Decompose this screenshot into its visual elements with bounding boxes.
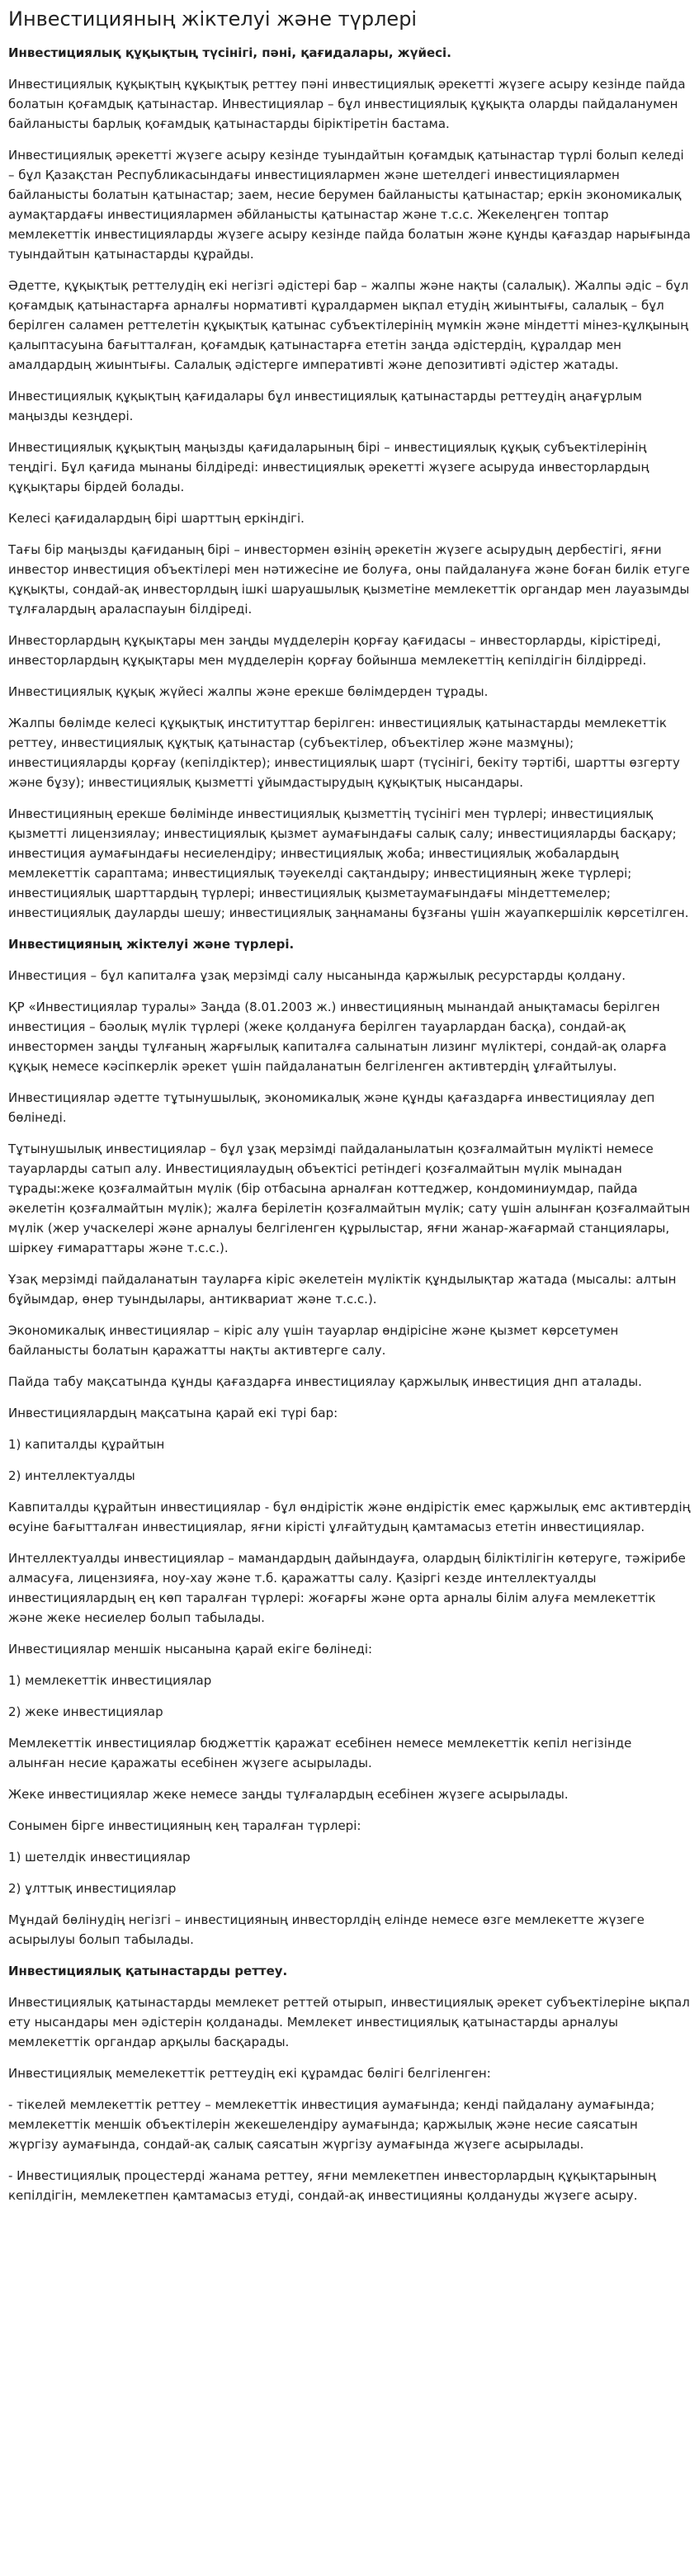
paragraph-block — [8, 1671, 691, 1690]
paragraph-text: Инвестициялық мемелекеттік реттеудің екі құрамдас бөлігі белгіленген: — [8, 2066, 491, 2081]
paragraph-text: Инвестиция – бұл капиталға ұзақ мерзімді салу нысанында қаржылық ресурстарды қолдану. — [8, 968, 626, 983]
paragraph-block — [8, 1548, 691, 1628]
section-heading-text: Инвестицияның жіктелуі және түрлері. — [8, 937, 295, 952]
paragraph-block — [8, 2166, 691, 2205]
paragraph-block — [8, 1639, 691, 1659]
paragraph-text: 1) капиталды құрайтын — [8, 1437, 165, 1452]
paragraph-text: Инвестициялық құқықтың құқықтық реттеу пәні инвестициялық әрекетті жүзеге асыру кезінде пайда болатын қоғамдық қатынастар. Инвестициялар – бұл инвестициялық құқықта оларды пайдаланумен байланысты барлық қоғамдық қатынастарды біріктіретін бастама. — [8, 77, 686, 131]
document-body — [8, 43, 691, 2205]
paragraph-block — [8, 437, 691, 497]
paragraph-text: Инвестициялық құқықтың қағидалары бұл инвестициялық қатынастарды реттеудің аңағұрлым маңызды кезңдері. — [8, 389, 642, 423]
paragraph-text: Инвестициялық құқық жүйесі жалпы және ерекше бөлімдерден тұрады. — [8, 684, 489, 699]
paragraph-text: Экономикалық инвестициялар – кіріс алу үшін тауарлар өндірісіне және қызмет көрсетумен байланысты болатын қаражатты нақты активтерге салу. — [8, 1323, 619, 1358]
paragraph-text: ҚР «Инвестициялар туралы» Заңда (8.01.2003 ж.) инвестицияның мынандай анықтамасы берілген инвестиция – бәолық мүлік түрлері (жеке қолдануға берілген тауарлардан басқа), сондай-ақ инвестормен заңды тұлғаның жарғылық капиталға салынатын лизинг мүліктері, сондай-ақ оларға құқық немесе кәсіпкерлік әрекет үшін пайдаланатын белгіленген активтердің ұлғайтылуы. — [8, 1000, 667, 1074]
paragraph-block — [8, 1088, 691, 1127]
paragraph-text: Кавпиталды құрайтын инвестициялар - бұл өндірістік және өндірістік емес қаржылық емс активтердің өсуіне бағытталған инвестициялар, яғни кірісті ұлғайтудың қамтамасыз ететін инвестициялар. — [8, 1500, 691, 1534]
paragraph-block — [8, 2095, 691, 2154]
paragraph-block — [8, 74, 691, 134]
paragraph-text: 2) жеке инвестициялар — [8, 1704, 163, 1719]
paragraph-text: Инвестициялық әрекетті жүзеге асыру кезінде туындайтын қоғамдық қатынастар түрлі болып келеді – бұл Қазақстан Республикасындағы инвестициялармен және шетелдегі инвестициялармен байланысты болатын қатынастар; заем, несие берумен байланысты қатынастар; еркін экономикалық аумақтардағы инвестициялармен әбйланысты қатынастар және т.с.с. Жекелеңген топтар мемлекеттік инвестицияларды жүзеге асыру кезінде пайда болатын және құнды қағаздар нарығында туындайтын қатынастарды құрайды. — [8, 148, 691, 262]
paragraph-block — [8, 1702, 691, 1722]
paragraph-text: Сонымен бірге инвестицияның кең таралған түрлері: — [8, 1818, 361, 1833]
paragraph-text: Мұндай бөлінудің негізгі – инвестицияның инвесторлдің елінде немесе өзге мемлекетте жүзеге асырылуы болып табылады. — [8, 1912, 645, 1947]
paragraph-text: - тікелей мемлекеттік реттеу – мемлекеттік инвестиция аумағында; кенді пайдалану аумағында; мемлекеттік меншік объектілерін жекешелендіру аумағында; қаржылық және несие саясатын жүргізу аумағында, сондай-ақ салық саясатын жүргізу аумағында жүзеге асырылады. — [8, 2097, 655, 2152]
paragraph-text: Инвестицияның ерекше бөлімінде инвестициялық қызметтің түсінігі мен түрлері; инвестициялық қызметті лицензиялау; инвестициялық қызмет аумағындағы салық салу; инвестицияларды басқару; инвестиция аумағындағы несиелендіру; инвестициялық жоба; инвестициялық жобалардың мемлекеттік сараптама; инвестициялық тәуекелді сақтандыру; инвестицияның жеке түрлері; инвестициялық шарттардың түрлері; инвестициялық қызметаумағындағы міндеттемелер; инвестициялық дауларды шешу; инвестициялық заңнаманы бұзғаны үшін жауапкершілік көрсетілген. — [8, 806, 689, 920]
paragraph-text: Әдетте, құқықтық реттелудің екі негізгі әдістері бар – жалпы және нақты (салалық). Жалпы әдіс – бұл қоғамдық қатынастарға арналғы нормативті құралдармен ықпал етудің жиынтығы, салалық – бұл берілген саламен реттелетін құқықтық қатынас субъектілерінің мүмкін және міндетті мінез-құлқының қалыптасуына бағытталған, қоғамдық қатынастарға ететін заңда әдістердің, құралдар мен амалдардың жиынтығы. Салалық әдістерге императивті және депозитивті әдістер жатады. — [8, 278, 689, 372]
paragraph-text: Жалпы бөлімде келесі құқықтық институттар берілген: инвестициялық қатынастарды мемлекеттік реттеу, инвестициялық құқтық қатынастар (субъектілер, объектілер және мазмұны); инвестицияларды қорғау (кепілдіктер); инвестициялық шарт (түсінігі, бекіту тәртібі, шартты өзгерту және бұзу); инвестициялық қызметті ұйымдастырудың құқықтық нысандары. — [8, 716, 680, 790]
paragraph-text: Инвестициялық құқықтың маңызды қағидаларының бірі – инвестициялық құқық субъектілерінің теңдігі. Бұл қағида мынаны білдіреді: инвестициялық әрекетті жүзеге асыруда инвесторлардың құқықтары бірдей болады. — [8, 440, 649, 494]
section-heading — [8, 43, 691, 63]
paragraph-text: Келесі қағидалардың бірі шарттың еркіндігі. — [8, 511, 305, 526]
paragraph-block — [8, 1269, 691, 1309]
paragraph-text: Жеке инвестициялар жеке немесе заңды тұлғалардың есебінен жүзеге асырылады. — [8, 1787, 569, 1802]
paragraph-block — [8, 1847, 691, 1867]
paragraph-text: Ұзақ мерзімді пайдаланатын тауларға кіріс әкелетеін мүліктік құндылықтар жатада (мысалы: алтын бұйымдар, өнер туындылары, антиквариат және т.с.с.). — [8, 1272, 677, 1307]
paragraph-text: 2) интеллектуалды — [8, 1468, 135, 1483]
paragraph-block — [8, 1403, 691, 1423]
section-heading — [8, 1961, 691, 1981]
paragraph-block — [8, 1733, 691, 1773]
section-heading-text: Инвестициялық қатынастарды реттеу. — [8, 1964, 288, 1978]
paragraph-block — [8, 1139, 691, 1258]
paragraph-block — [8, 386, 691, 426]
paragraph-block — [8, 276, 691, 375]
section-heading-text: Инвестициялық құқықтың түсінігі, пәні, қағидалары, жүйесі. — [8, 45, 451, 60]
paragraph-block — [8, 804, 691, 923]
paragraph-block — [8, 1879, 691, 1898]
paragraph-text: - Инвестициялық процестерді жанама реттеу, яғни мемлекетпен инвесторлардың құқықтарының кепілдігін, мемлекетпен қамтамасыз етуді, сондай-ақ инвестицияны қолдануды жүзеге асыру. — [8, 2168, 656, 2203]
paragraph-text: Интеллектуалды инвестициялар – мамандардың дайындауға, олардың біліктілігін көтеруге, тәжірибе алмасуға, лицензияға, ноу-хау және т.б. қаражатты салу. Қазіргі кезде интеллектуалды инвестициялардың ең көп таралған түрлері: жоғарғы және орта арналы білім алуға мемлекеттік және жеке несиелер болып табылады. — [8, 1551, 686, 1625]
paragraph-text: Инвестициялардың мақсатына қарай екі түрі бар: — [8, 1406, 338, 1420]
paragraph-block — [8, 1321, 691, 1360]
paragraph-text: Мемлекеттік инвестициялар бюджеттік қаражат есебінен немесе мемлекеттік кепіл негізінде алынған несие қаражаты есебінен жүзеге асырылады. — [8, 1736, 632, 1770]
paragraph-text: Тағы бір маңызды қағиданың бірі – инвестормен өзінің әрекетін жүзеге асырудың дербестігі, яғни инвестор инвестиция объектілері мен нәтижесіне ие болуға, оны пайдалануға және боған билік етуге құқықты, сондай-ақ инвесторлдың ішкі шаруашылық қызметіне мемлекеттік органдар мен лауазымды тұлғалардың араласпауын білдіреді. — [8, 542, 690, 617]
paragraph-block — [8, 1816, 691, 1836]
paragraph-text: Инвестициялық қатынастарды мемлекет реттей отырып, инвестициялық әрекет субъектілеріне ықпал ету нысандары мен әдістерін қолданады. Мемлекет инвестициялық қатынастарды арналуы мемлекеттік органдар арқылы басқарады. — [8, 1995, 690, 2049]
paragraph-block — [8, 2063, 691, 2083]
paragraph-text: Инвестициялар әдетте тұтынушылық, экономикалық және құнды қағаздарға инвестициялау деп бөлінеді. — [8, 1090, 655, 1125]
paragraph-block — [8, 145, 691, 264]
paragraph-block — [8, 1784, 691, 1804]
paragraph-block — [8, 682, 691, 702]
paragraph-block — [8, 1497, 691, 1537]
paragraph-block — [8, 1435, 691, 1454]
paragraph-block — [8, 997, 691, 1076]
paragraph-text: 1) шетелдік инвестициялар — [8, 1850, 191, 1865]
paragraph-text: Тұтынушылық инвестициялар – бұл ұзақ мерзімді пайдаланылатын қозғалмайтын мүлікті немесе тауарларды сатып алу. Инвестициялаудың объектісі ретіндегі қозғалмайтын мүлік мынадан тұрады:жеке қозғалмайтын мүлік (бір отбасына арналған коттеджер, кондоминиумдар, пайда әкелетін қозғалмайтын мүлік); жалға берілетін қозғалмайтын мүлік; сату үшін алынған қозғалмайтын мүлік (жер учаскелері және арналуы белгіленген құрылыстар, яғни жанар-жағармай станциялары, шіркеу ғимараттары және т.с.с.). — [8, 1141, 691, 1255]
paragraph-block — [8, 508, 691, 528]
page-title: Инвестицияның жіктелуі және түрлері — [8, 7, 418, 31]
paragraph-text: Инвесторлардың құқықтары мен заңды мүдделерін қорғау қағидасы – инвесторларды, кірістіреді, инвесторлардың құқықтары мен мүдделерін қорғау бойынша мемлекеттің кепілдігін білдірреді. — [8, 633, 661, 668]
paragraph-block — [8, 1372, 691, 1392]
paragraph-block — [8, 1910, 691, 1950]
paragraph-block — [8, 1466, 691, 1486]
paragraph-block — [8, 540, 691, 619]
paragraph-text: 1) мемлекеттік инвестициялар — [8, 1673, 212, 1688]
section-heading — [8, 934, 691, 954]
paragraph-block — [8, 713, 691, 792]
paragraph-block — [8, 1992, 691, 2052]
paragraph-text: 2) ұлттық инвестициялар — [8, 1881, 177, 1896]
paragraph-block — [8, 966, 691, 985]
paragraph-text: Инвестициялар меншік нысанына қарай екіге бөлінеді: — [8, 1642, 373, 1657]
paragraph-block — [8, 631, 691, 670]
paragraph-text: Пайда табу мақсатында құнды қағаздарға инвестициялау қаржылық инвестиция днп аталады. — [8, 1374, 642, 1389]
